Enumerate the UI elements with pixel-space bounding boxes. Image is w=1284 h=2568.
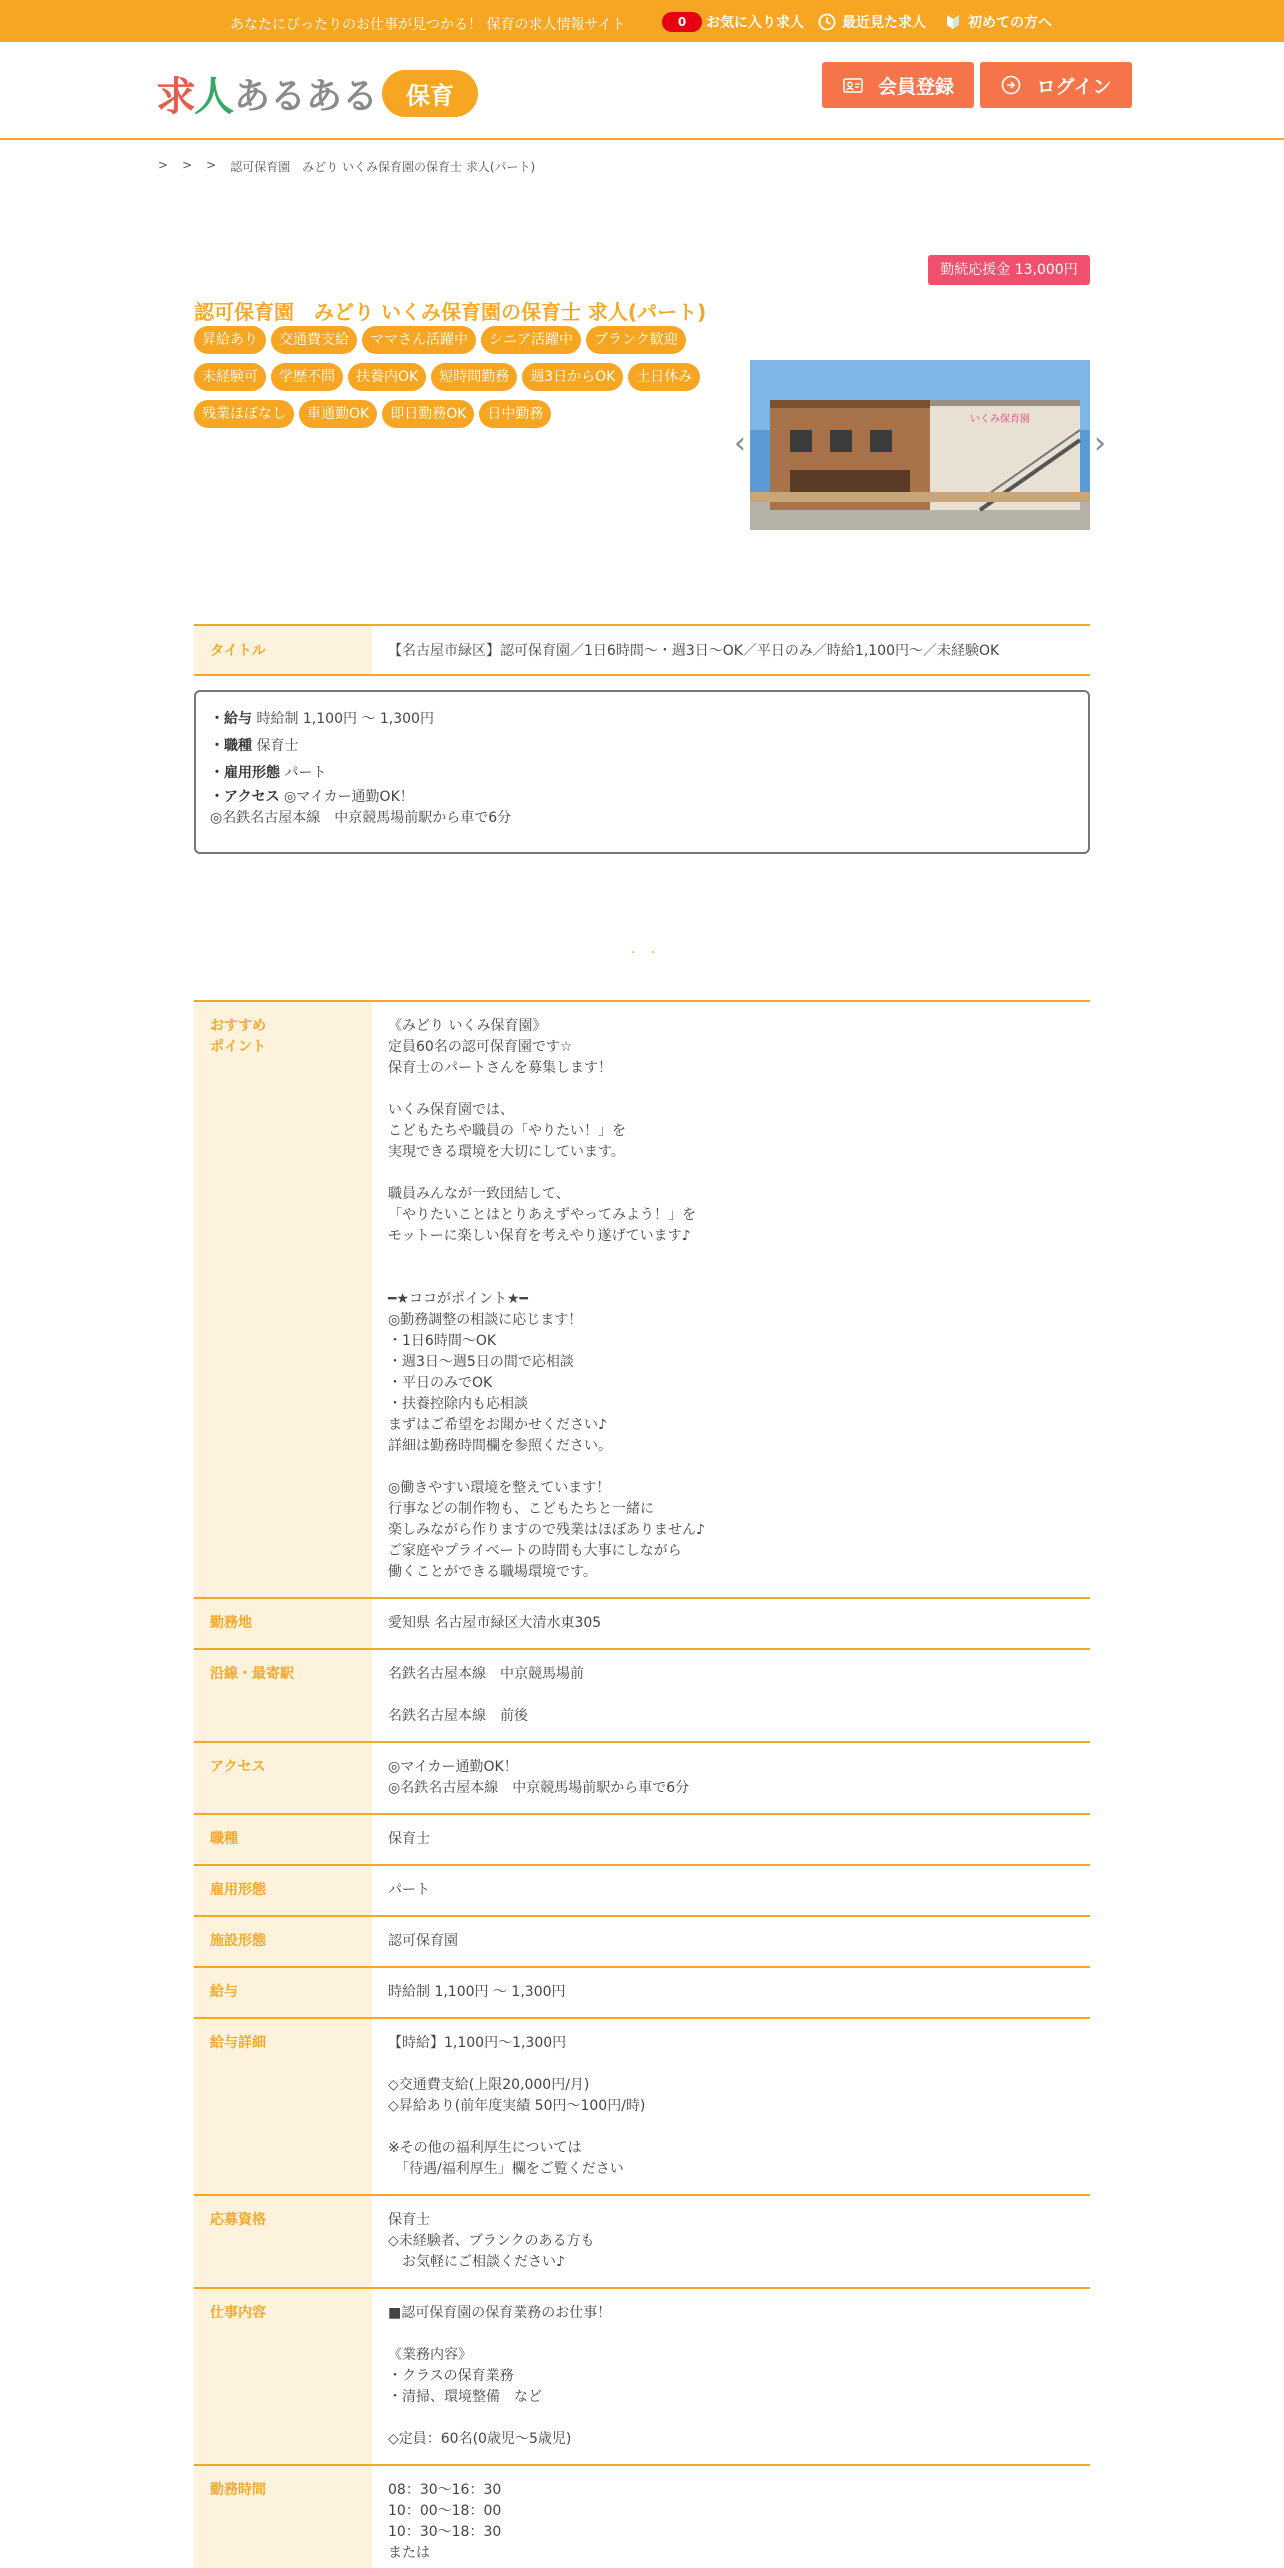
detail-label: アクセス <box>194 1743 372 1813</box>
feature-tag: 土日休み <box>628 363 700 391</box>
detail-label: 仕事内容 <box>194 2289 372 2464</box>
detail-row <box>194 1917 1090 1968</box>
feature-tag: 日中勤務 <box>479 400 551 428</box>
summary-job-label: ・職種 <box>210 738 252 754</box>
site-header <box>0 42 1284 140</box>
summary-employment-label: ・雇用形態 <box>210 765 280 781</box>
feature-tag: シニア活躍中 <box>481 326 581 354</box>
summary-employment <box>210 760 1074 787</box>
top-bar <box>0 0 1284 42</box>
detail-row <box>194 2466 1090 2568</box>
detail-row <box>194 1866 1090 1917</box>
breadcrumb-separator[interactable]: > <box>182 158 193 172</box>
recent-jobs-label: 最近見た求人 <box>842 15 926 31</box>
first-time-link[interactable] <box>944 12 1052 32</box>
clock-icon <box>818 13 836 31</box>
login-button[interactable] <box>980 62 1132 108</box>
breadcrumb <box>158 158 549 175</box>
feature-tag: ママさん活躍中 <box>362 326 476 354</box>
feature-tags <box>194 326 714 437</box>
login-label: ログイン <box>1036 75 1112 98</box>
detail-row <box>194 1815 1090 1866</box>
detail-value: 名鉄名古屋本線 中京競馬場前 名鉄名古屋本線 前後 <box>388 1666 584 1724</box>
detail-row <box>194 1968 1090 2019</box>
detail-label: 応募資格 <box>194 2196 372 2287</box>
summary-access-label: ・アクセス <box>210 789 280 805</box>
detail-value: 認可保育園 <box>388 1933 458 1949</box>
breadcrumb-separator[interactable]: > <box>206 158 217 172</box>
detail-row <box>194 1599 1090 1650</box>
detail-label: 職種 <box>194 1815 372 1864</box>
summary-employment-value: パート <box>284 765 327 781</box>
feature-tag: 未経験可 <box>194 363 266 391</box>
bonus-badge: 勤続応援金 13,000円 <box>928 255 1090 285</box>
detail-row <box>194 1650 1090 1743</box>
favorites-count-badge: 0 <box>662 12 702 32</box>
feature-tag: 週3日からOK <box>522 363 623 391</box>
detail-label: 施設形態 <box>194 1917 372 1966</box>
carousel-next-arrow-icon[interactable]: › <box>1094 426 1106 461</box>
detail-label: おすすめ ポイント <box>194 1002 372 1597</box>
detail-row <box>194 2289 1090 2466</box>
feature-tag: 学歴不問 <box>271 363 343 391</box>
breadcrumb-separator[interactable]: > <box>158 158 169 172</box>
feature-tag: 即日勤務OK <box>382 400 474 428</box>
detail-value: 08：30〜16：30 10：00～18：00 10：30～18：30 または <box>388 2482 502 2561</box>
title-row-label: タイトル <box>194 626 372 674</box>
register-button[interactable] <box>822 62 974 108</box>
detail-label: 給与詳細 <box>194 2019 372 2194</box>
facility-photo <box>750 360 1090 530</box>
detail-label: 勤務地 <box>194 1599 372 1648</box>
detail-value: 時給制 1,100円 ～ 1,300円 <box>388 1984 566 2000</box>
detail-value: 愛知県 名古屋市緑区大清水東305 <box>388 1615 602 1631</box>
feature-tag: 交通費支給 <box>271 326 357 354</box>
detail-value: ■認可保育園の保育業務のお仕事！ 《業務内容》 ・クラスの保育業務 ・清掃、環境整備 など ◇定員：60名(0歳児～5歳児) <box>388 2305 612 2447</box>
section-divider-dots: ・・ <box>628 948 668 959</box>
detail-label: 雇用形態 <box>194 1866 372 1915</box>
logo-char-1: 求 <box>156 73 194 120</box>
summary-salary-label: ・給与 <box>210 711 252 727</box>
title-row-value: 【名古屋市緑区】認可保育園／1日6時間～・週3日～OK／平日のみ／時給1,100円～／未経験OK <box>388 643 1000 659</box>
job-title: 認可保育園 みどり いくみ保育園の保育士 求人(パート) <box>194 300 707 324</box>
beginner-mark-icon <box>944 13 962 31</box>
breadcrumb-current: 認可保育園 みどり いくみ保育園の保育士 求人(パート) <box>230 160 536 174</box>
summary-salary-value: 時給制 1,100円 ～ 1,300円 <box>256 711 434 727</box>
site-tagline: あなたにぴったりのお仕事が見つかる！ 保育の求人情報サイト <box>230 17 626 33</box>
first-time-label: 初めての方へ <box>968 15 1052 31</box>
title-row <box>194 624 1090 676</box>
detail-row <box>194 1743 1090 1815</box>
feature-tag: 車通勤OK <box>299 400 377 428</box>
photo-sign-text: いくみ保育園 <box>970 414 1030 425</box>
favorites-link[interactable] <box>662 12 804 32</box>
login-arrow-icon <box>1000 74 1022 96</box>
detail-value: ◎マイカー通勤OK！ ◎名鉄名古屋本線 中京競馬場前駅から車で6分 <box>388 1759 690 1796</box>
detail-value: 保育士 ◇未経験者、ブランクのある方も お気軽にご相談ください♪ <box>388 2212 595 2270</box>
detail-value: 【時給】1,100円～1,300円 ◇交通費支給(上限20,000円/月) ◇昇給あり(前年度実績 50円～100円/時) ※その他の福利厚生については 「待遇/福利厚生」欄をご覧ください <box>388 2035 646 2177</box>
detail-value: パート <box>388 1882 430 1898</box>
logo-category-pill: 保育 <box>382 70 478 117</box>
detail-row <box>194 1002 1090 1599</box>
summary-access <box>210 787 1074 808</box>
carousel-prev-arrow-icon[interactable]: ‹ <box>734 426 746 461</box>
detail-value: 《みどり いくみ保育園》 定員60名の認可保育園です☆ 保育士のパートさんを募集します！ いくみ保育園では、 こどもたちや職員の「やりたい！」を 実現できる環境を大切にしています。 職員みんなが一致団結して、 「やりたいことはとりあえずやってみよう！」を モットーに楽しい保育を考えやり遂げています♪ ━★ココがポイント★━ ◎勤務調整の相談に応じます！ ・1日6時間～OK ・週3日～週5日の間で応相談 ・平日のみでOK ・扶養控除内も応相談 まずはご希望をお聞かせください♪ 詳細は勤務時間欄を参照ください。 ◎働きやすい環境を整えています！ 行事などの制作物も、こどもたちと一緒に 楽しみながら作りますので残業はほぼありません♪ ご家庭やプライベートの時間も大事にしながら 働くことができる職場環境です。 <box>388 1018 705 1580</box>
summary-access-value-1: ◎マイカー通勤OK！ <box>284 789 414 805</box>
feature-tag: 昇給あり <box>194 326 266 354</box>
summary-salary <box>210 706 1074 733</box>
detail-row <box>194 2019 1090 2196</box>
feature-tag: 短時間勤務 <box>431 363 517 391</box>
detail-label: 給与 <box>194 1968 372 2017</box>
summary-job-value: 保育士 <box>256 738 299 754</box>
summary-access-2: ◎名鉄名古屋本線 中京競馬場前駅から車で6分 <box>210 810 512 826</box>
id-card-icon <box>842 74 864 96</box>
summary-job <box>210 733 1074 760</box>
job-detail-table <box>194 1000 1090 2568</box>
logo-char-2: 人 <box>194 73 232 120</box>
detail-row <box>194 2196 1090 2289</box>
feature-tag: 扶養内OK <box>348 363 426 391</box>
detail-value: 保育士 <box>388 1831 430 1847</box>
feature-tag: ブランク歓迎 <box>586 326 686 354</box>
favorites-label: お気に入り求人 <box>706 15 804 31</box>
detail-label: 勤務時間 <box>194 2466 372 2568</box>
detail-label: 沿線・最寄駅 <box>194 1650 372 1741</box>
logo-text: あるある <box>234 75 379 117</box>
recent-jobs-link[interactable] <box>818 12 926 32</box>
summary-box <box>194 690 1090 854</box>
register-label: 会員登録 <box>877 75 954 98</box>
site-logo[interactable] <box>156 68 478 118</box>
feature-tag: 残業ほぼなし <box>194 400 294 428</box>
